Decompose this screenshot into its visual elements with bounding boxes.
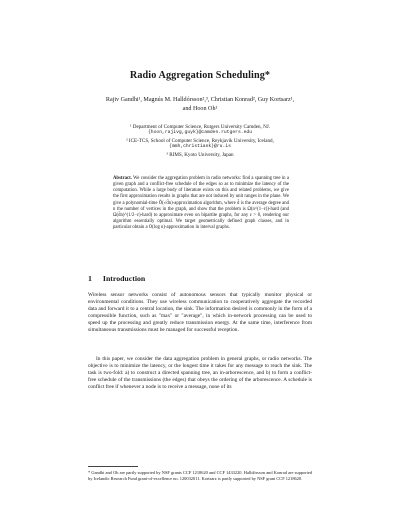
affiliation-1 [70,124,330,137]
intro-paragraph-2: In this paper, we consider the data aggregation problem in general graphs, or radio networks. The objective is to minimize the latency, or the longest time it takes for any message to reach the sink. The task is two-fold: a) to construct a directed spanning tree, an in-arborescence, and b) to form a conflict-free schedule of the transmissions (the edges) that obeys the ordering of the arborescence. A schedule is conflict free if whenever a node is to receive a message, none of its [88,356,312,390]
abstract-label: Abstract. [113,176,132,181]
footnote-rule [88,466,138,467]
paper-title: Radio Aggregation Scheduling* [129,70,271,81]
abstract [113,176,289,231]
author-list [60,96,340,113]
affiliation-3 [70,152,330,158]
affiliation-1-email: {hoon,rajivg,guyk}@camden.rutgers.edu [147,130,253,136]
abstract-text: We consider the aggregation problem in radio networks: find a spanning tree in a given graph and a conflict-free schedule of the edges so as to minimize the latency of the computation. While a large body of literature exists on this and related problems, we give the first approximation results in graphs that are not induced by unit ranges in the plane. We give a polynomial-time Õ(√d̄n)-approximation algorithm, where d̄ is the average degree and n the number of vertices in the graph, and show that the problem is Ω(n^(1−ε))-hard (and Ω(d̄n)^(1/2−ε)-hard) to approximate even on bipartite graphs, for any ε > 0, rendering our algorithm essentially optimal. We target geometrically defined graph classes, and in particular obtain a O(log n)-approximation in interval graphs. [113,176,289,231]
affiliation-3-name: ³ RIMS, Kyoto University, Japan [166,152,234,158]
affiliation-2-email: {mmh,christiank}@ru.is [169,144,231,150]
footnote: * Gandhi and Oh are partly supported by NSF grants CCF 1218620 and CCF 1433220. Halldórsson and Konrad are supported by Icelandic Research Fund grant-of-excellence no. 120032011. Kortsarz is partly supported by NSF grant CCF 1218620. [88,470,312,481]
affiliation-1-name: ¹ Department of Computer Science, Rutgers University Camden, NJ. [129,124,271,130]
section-heading [88,274,145,283]
authors-line-1: Rajiv Gandhi¹, Magnús M. Halldórsson²,³, Christian Konrad², Guy Kortsarz¹, [105,97,295,103]
authors-line-2: and Hoon Oh¹ [182,105,218,112]
section-number: 1 [88,274,92,283]
section-title: Introduction [102,274,146,283]
affiliation-2-name: ² ICE-TCS, School of Computer Science, Reykjavik University, Iceland, [126,138,274,144]
intro-paragraph-1: Wireless sensor networks consist of autonomous sensors that typically monitor physical or environmental conditions. They use wireless communication to cooperatively aggregate the recorded data and forward it to a central location, the sink. The information desired is commonly in the form of a compressible function, such as "max" or "average", in which in-network processing can be used to speed up the processing and greatly reduce transmission energy. At the same time, interference from simultaneous transmissions must be managed for successful reception. [88,292,312,333]
affiliation-2 [70,138,330,151]
